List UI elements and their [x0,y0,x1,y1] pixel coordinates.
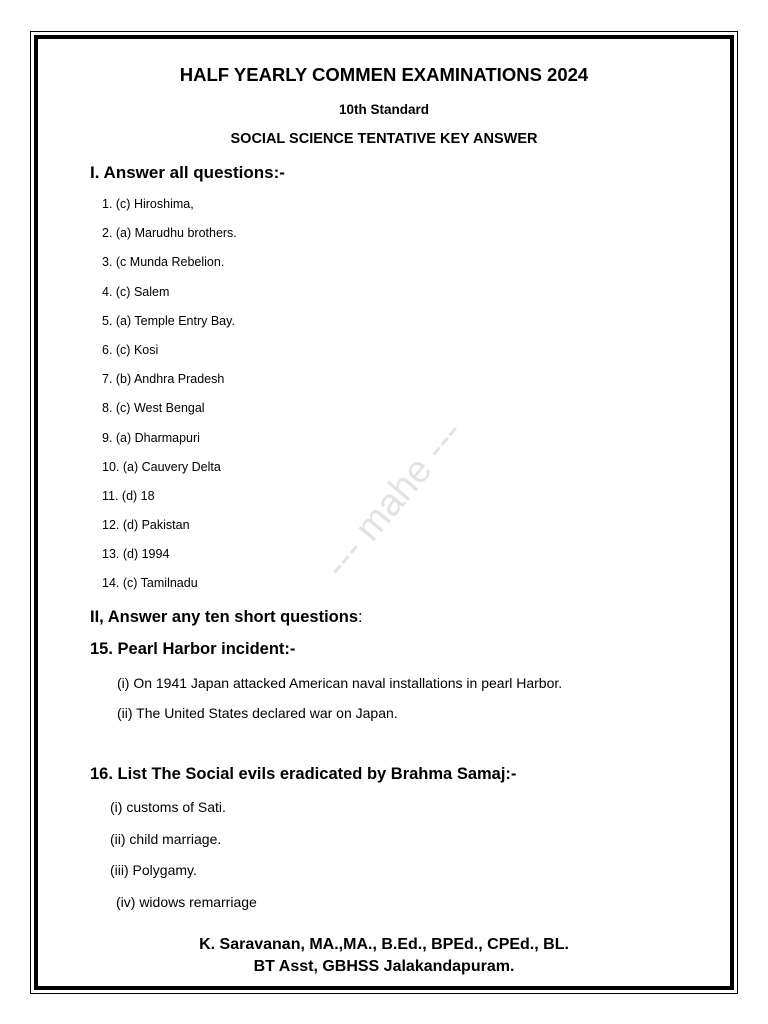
mcq-answer-item: 8. (c) West Bengal [102,401,205,416]
mcq-answer-item: 10. (a) Cauvery Delta [102,459,221,474]
mcq-answer-item: 11. (d) 18 [102,488,155,503]
exam-title: HALF YEARLY COMMEN EXAMINATIONS 2024 [179,64,589,85]
mcq-answer-item: 2. (a) Marudhu brothers. [102,226,237,241]
section2-heading-colon: : [358,608,363,626]
question-15-heading: 15. Pearl Harbor incident:- [90,640,296,658]
section2-heading [90,608,363,627]
mcq-answer-item: 1. (c) Hiroshima, [102,197,194,211]
author-affiliation: BT Asst, GBHSS Jalakandapuram. [253,958,515,975]
mcq-answer-item: 9. (a) Dharmapuri [102,430,200,445]
mcq-answer-item: 5. (a) Temple Entry Bay. [102,313,235,328]
answer-point: (iii) Polygamy. [110,862,197,879]
mcq-answer-item: 3. (c Munda Rebelion. [102,255,225,270]
author-credentials: K. Saravanan, MA.,MA., B.Ed., BPEd., CPEd., BL. [199,936,569,953]
answer-point: (ii) The United States declared war on Japan. [117,705,398,721]
answer-point: (i) customs of Sati. [110,799,226,815]
question-16-heading: 16. List The Social evils eradicated by Brahma Samaj:- [90,765,517,783]
mcq-answer-item: 7. (b) Andhra Pradesh [102,372,225,387]
answer-point: (i) On 1941 Japan attacked American naval installations in pearl Harbor. [117,675,563,691]
watermark-text: --- mahe --- [315,412,472,587]
mcq-answer-item: 6. (c) Kosi [102,342,159,357]
subject-title: SOCIAL SCIENCE TENTATIVE KEY ANSWER [230,131,538,147]
mcq-answer-item: 4. (c) Salem [102,284,170,299]
question-16-answer-list [110,799,257,926]
mcq-answer-item: 12. (d) Pakistan [102,518,190,533]
answer-point: (iv) widows remarriage [116,894,257,911]
question-15-answer-list [117,675,562,735]
mcq-answer-item: 13. (d) 1994 [102,547,170,562]
section2-heading-text: II, Answer any ten short questions [90,608,359,626]
mcq-answer-item: 14. (c) Tamilnadu [102,576,198,591]
standard-label: 10th Standard [338,102,430,117]
answer-point: (ii) child marriage. [110,830,222,847]
mcq-answer-list [102,196,237,605]
section1-heading: I. Answer all questions:- [90,163,285,182]
